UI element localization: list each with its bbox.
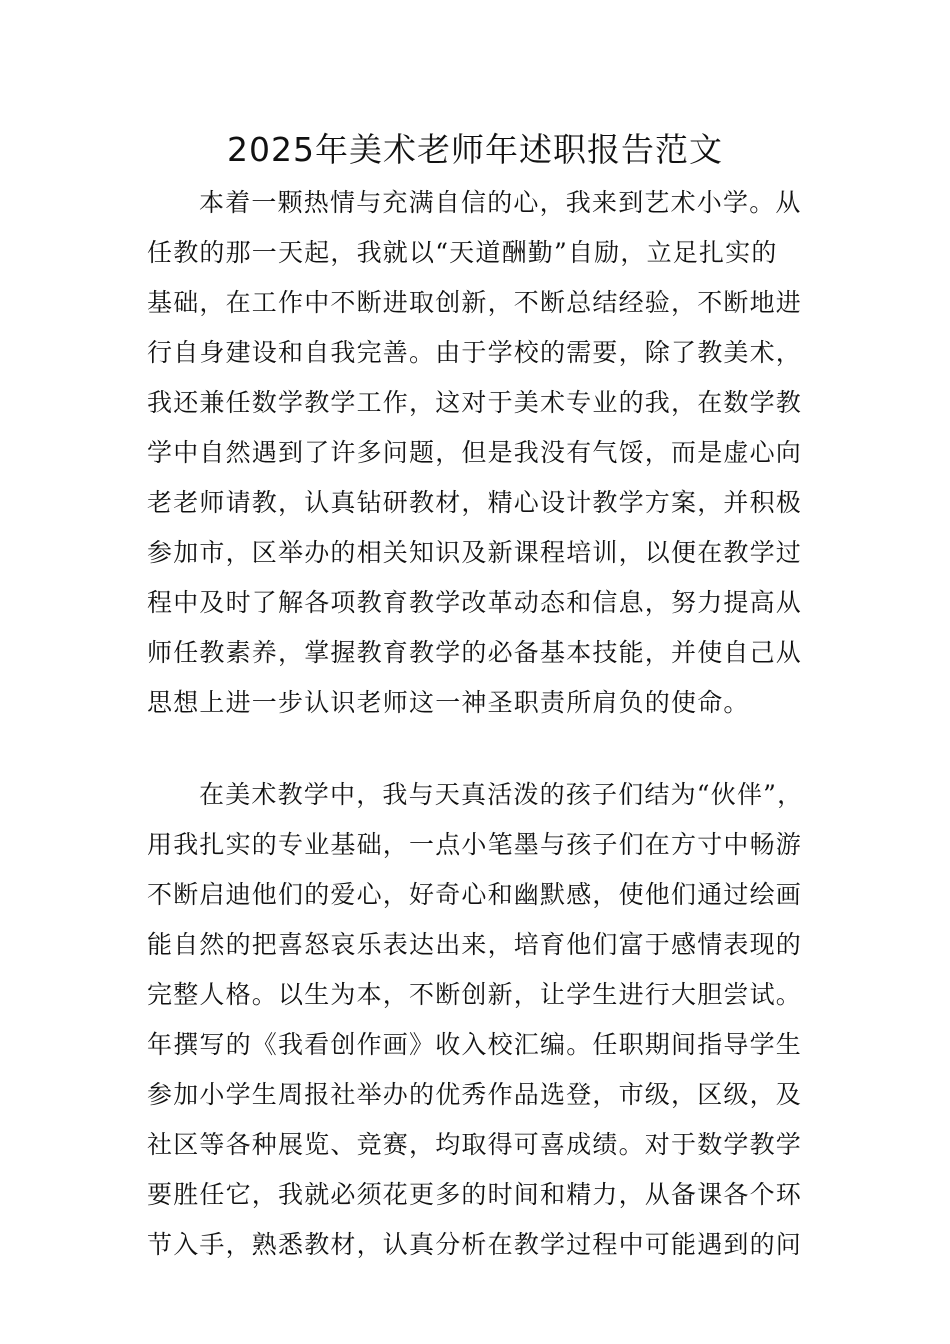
text-line: 学中自然遇到了许多问题，但是我没有气馁，而是虚心向 <box>147 438 803 467</box>
text-line: 参加市，区举办的相关知识及新课程培训，以便在教学过 <box>147 538 803 567</box>
text-line: 能自然的把喜怒哀乐表达出来，培育他们富于感情表现的 <box>147 930 803 959</box>
text-line: 任教的那一天起，我就以“天道酬勤”自励，立足扎实的 <box>147 238 778 267</box>
text-line: 完整人格。以生为本，不断创新，让学生进行大胆尝试。 <box>147 980 803 1009</box>
paragraph-2 <box>147 770 807 1270</box>
text-line: 用我扎实的专业基础，一点小笔墨与孩子们在方寸中畅游 <box>147 830 803 859</box>
paragraph-1 <box>147 178 807 728</box>
text-line: 在美术教学中，我与天真活泼的孩子们结为“伙伴”， <box>199 780 804 809</box>
text-line: 要胜任它，我就必须花更多的时间和精力，从备课各个环 <box>147 1180 803 1209</box>
text-line: 思想上进一步认识老师这一神圣职责所肩负的使命。 <box>147 688 750 717</box>
text-line: 不断启迪他们的爱心，好奇心和幽默感，使他们通过绘画 <box>147 880 803 909</box>
text-line: 行自身建设和自我完善。由于学校的需要，除了教美术， <box>147 338 803 367</box>
text-line: 老老师请教，认真钻研教材，精心设计教学方案，并积极 <box>147 488 803 517</box>
text-line: 程中及时了解各项教育教学改革动态和信息，努力提高从 <box>147 588 803 617</box>
text-line: 基础，在工作中不断进取创新，不断总结经验，不断地进 <box>147 288 803 317</box>
document-title: 2025年美术老师年述职报告范文 <box>227 130 723 169</box>
text-line: 师任教素养，掌握教育教学的必备基本技能，并使自己从 <box>147 638 803 667</box>
text-line: 年撰写的《我看创作画》收入校汇编。任职期间指导学生 <box>147 1030 803 1059</box>
paragraph-spacer <box>147 728 807 770</box>
text-line: 社区等各种展览、竞赛，均取得可喜成绩。对于数学教学 <box>147 1130 803 1159</box>
document-body <box>147 178 807 1270</box>
text-line: 参加小学生周报社举办的优秀作品选登，市级，区级，及 <box>147 1080 803 1109</box>
text-line: 节入手，熟悉教材，认真分析在教学过程中可能遇到的问 <box>147 1230 803 1259</box>
text-line: 本着一颗热情与充满自信的心，我来到艺术小学。从 <box>199 188 802 217</box>
text-line: 我还兼任数学教学工作，这对于美术专业的我，在数学教 <box>147 388 803 417</box>
